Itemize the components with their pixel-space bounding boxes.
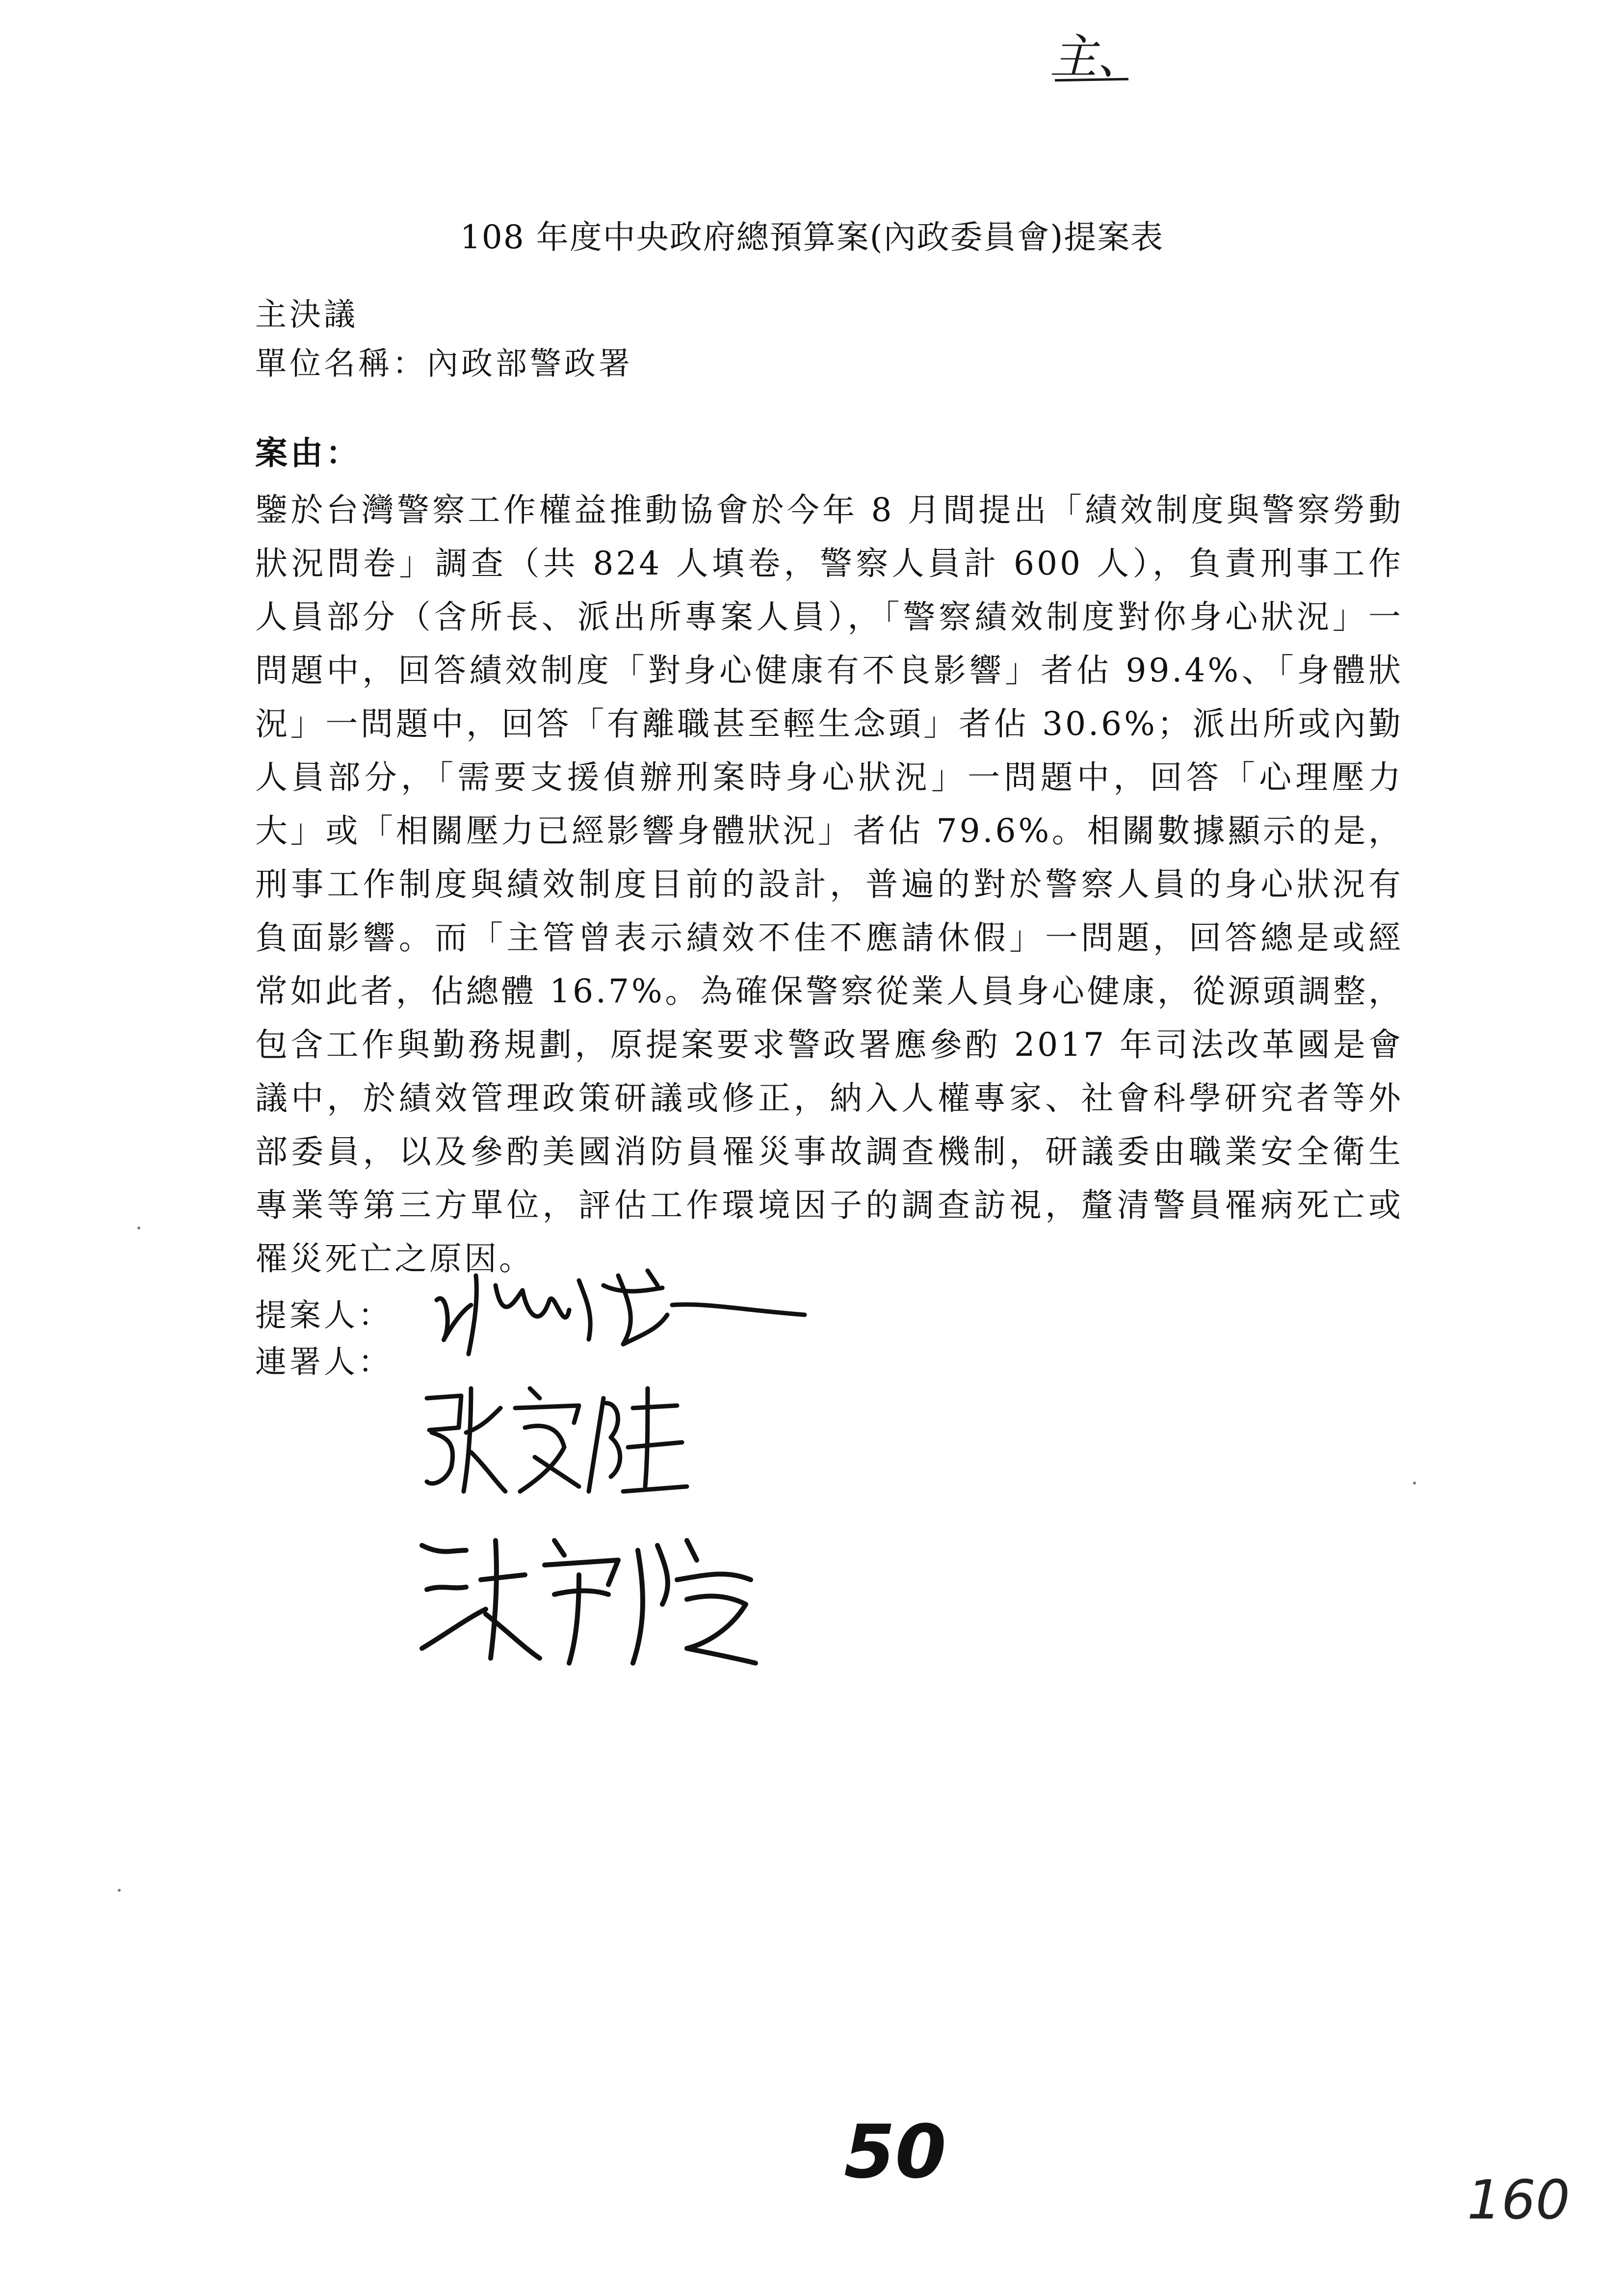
document-title: 108 年度中央政府總預算案(內政委員會)提案表: [460, 218, 1164, 256]
page-number: 50: [844, 2110, 946, 2195]
scan-speck: [1413, 1482, 1416, 1485]
reason-heading: 案由：: [255, 434, 361, 472]
cosigner-label: 連署人：: [255, 1344, 393, 1381]
proposer-signature: [417, 1256, 819, 1364]
resolution-type: 主決議: [255, 297, 358, 333]
reason-body: 鑒於台灣警察工作權益推動協會於今年 8 月間提出「績效制度與警察勞動狀況問卷」調查（共 824 人填卷，警察人員計 600 人），負責刑事工作人員部分（含所長、派出所專案人員），「警察績效制度對你身心狀況」一問題中，回答績效制度「對身心健康有不良影響」者佔 99.4%、「身體狀況」一問題中，回答「有離職甚至輕生念頭」者佔 30.6%；派出所或內勤人員部分，「需要支援偵辦刑案時身心狀況」一問題中，回答「心理壓力大」或「相關壓力已經影響身體狀況」者佔 79.6%。相關數據顯示的是，刑事工作制度與績效制度目前的設計，普遍的對於警察人員的身心狀況有負面影響。而「主管曾表示績效不佳不應請休假」一問題，回答總是或經常如此者，佔總體 16.7%。為確保警察從業人員身心健康，從源頭調整，包含工作與勤務規劃，原提案要求警政署應參酌 2017 年司法改革國是會議中，於績效管理政策研議或修正，納入人權專家、社會科學研究者等外部委員，以及參酌美國消防員罹災事故調查機制，研議委由職業安全衛生專業等第三方單位，評估工作環境因子的調查訪視，釐清警員罹病死亡或罹災死亡之原因。: [255, 491, 1403, 1278]
cosigner-signature-2: [412, 1521, 765, 1668]
corner-mark: 主、: [1050, 29, 1144, 84]
proposer-label: 提案人：: [255, 1298, 393, 1334]
cosigner-signature-1: [417, 1369, 692, 1506]
sheet-number: 160: [1467, 2168, 1570, 2231]
scan-speck: [118, 1889, 121, 1892]
scan-speck: [137, 1226, 140, 1229]
unit-name: 單位名稱：內政部警政署: [255, 346, 633, 382]
